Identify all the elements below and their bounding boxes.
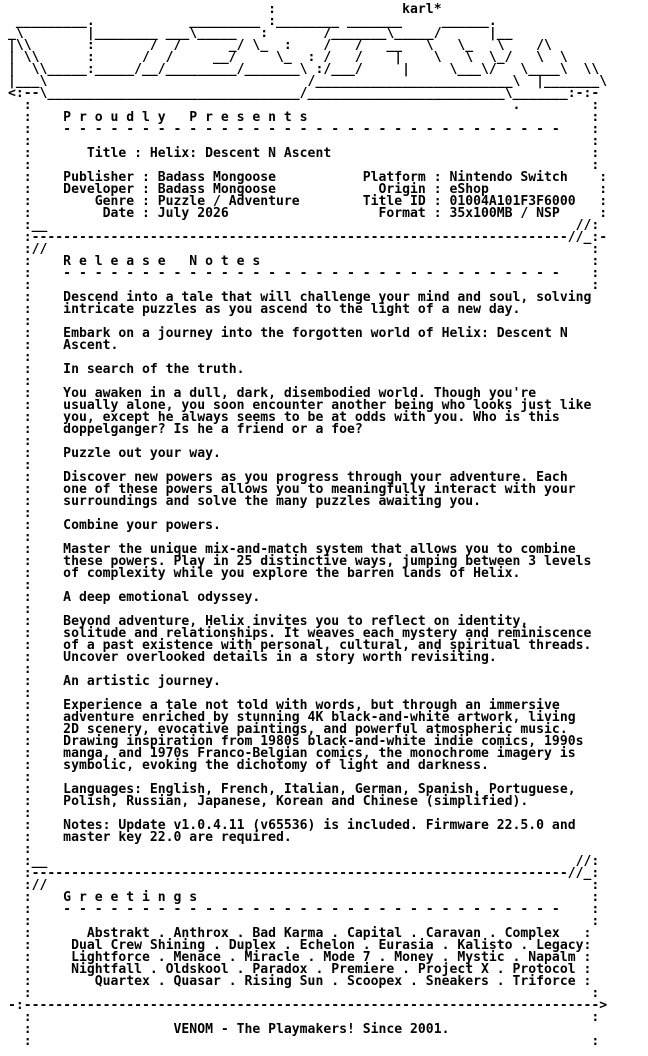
- nfo-line: : Publisher : Badass Mongoose Platform : Nintendo Switch :: [8, 170, 608, 185]
- nfo-line: :--------------------------------------------------------------------//_:-: [8, 230, 608, 245]
- nfo-line: : P r o u d l y P r e s e n t s :: [8, 110, 600, 125]
- nfo-line: :: [8, 350, 32, 365]
- nfo-line: : Abstrakt . Anthrox . Bad Karma . Capital . Caravan . Complex :: [8, 926, 592, 941]
- nfo-line: : symbolic, evoking the dichotomy of light and darkness.: [8, 758, 489, 773]
- nfo-line: : Nightfall . Oldskool . Paradox . Premiere . Project X . Protocol :: [8, 962, 592, 977]
- nfo-line: : - - - - - - - - - - - - - - - - - - - - - - - - - - - - - - - - :: [8, 122, 600, 137]
- nfo-line: : :: [8, 278, 600, 293]
- nfo-line: : doppelganger? Is he a friend or a foe?: [8, 422, 363, 437]
- nfo-line: : A deep emotional odyssey.: [8, 590, 261, 605]
- nfo-line: :: [8, 602, 32, 617]
- nfo-line: : In search of the truth.: [8, 362, 245, 377]
- nfo-line: : :: [8, 914, 600, 929]
- nfo-line: : usually alone, you soon encounter another being who looks just like: [8, 398, 592, 413]
- nfo-line: :: [8, 506, 32, 521]
- nfo-line: :: [8, 434, 32, 449]
- nfo-line: : you, except he always seems to be at odds with you. Who is this: [8, 410, 560, 425]
- nfo-line: : Beyond adventure, Helix invites you to reflect on identity,: [8, 614, 529, 629]
- nfo-line: : Ascent.: [8, 338, 119, 353]
- nfo-line: :__ //:: [8, 854, 600, 869]
- nfo-line: | \\_____:_____/__/_________/_______\ :/___/ | \___\/ \____\ \\: [8, 62, 600, 77]
- nfo-line: : :: [8, 134, 600, 149]
- nfo-line: : You awaken in a dull, dark, disembodied world. Though you're: [8, 386, 537, 401]
- nfo-line: :// :: [8, 878, 600, 893]
- nfo-line: : Embark on a journey into the forgotten world of Helix: Descent N: [8, 326, 568, 341]
- nfo-line: : these powers. Play in 25 distinctive ways, jumping between 3 levels: [8, 554, 592, 569]
- nfo-line: _________. _________ :________ _______ ______.: [8, 14, 497, 29]
- nfo-line: |___\ /_________________________\ |_______\: [8, 74, 608, 89]
- nfo-line: : Quartex . Quasar . Rising Sun . Scoopex . Sneakers . Triforce :: [8, 974, 592, 989]
- nfo-line: : :: [8, 986, 600, 1001]
- nfo-line: : 2D scenery, evocative paintings, and powerful atmospheric music.: [8, 722, 568, 737]
- nfo-line: : surroundings and solve the many puzzles awaiting you.: [8, 494, 481, 509]
- nfo-line: <:--\________________________________/_________________________\_______:-:-: [8, 86, 600, 101]
- nfo-line: :: [8, 578, 32, 593]
- nfo-line: :: [8, 662, 32, 677]
- nfo-line: : Date : July 2026 Format : 35x100MB / NSP :: [8, 206, 608, 221]
- nfo-line: :// :: [8, 242, 600, 257]
- nfo-line: : of complexity while you explore the barren lands of Helix.: [8, 566, 521, 581]
- nfo-line: : - - - - - - - - - - - - - - - - - - - - - - - - - - - - - - - - :: [8, 266, 600, 281]
- nfo-line: : Lightforce . Menace . Miracle . Mode 7 . Money . Mystic . Napalm :: [8, 950, 592, 965]
- nfo-line: : :: [8, 1010, 600, 1025]
- nfo-line: -:------------------------------------------------------------------------->: [8, 998, 608, 1013]
- nfo-line: : G r e e t i n g s :: [8, 890, 600, 905]
- nfo-line: :: [8, 530, 32, 545]
- nfo-line: : Uncover overlooked details in a story worth revisiting.: [8, 650, 497, 665]
- nfo-line: : . :: [8, 98, 600, 113]
- nfo-line: :: [8, 374, 32, 389]
- nfo-line: : Genre : Puzzle / Adventure Title ID : 01004A101F3F6000 :: [8, 194, 608, 209]
- nfo-line: _\ |________ ___\_____ : /_______\_____/ |__: [8, 26, 513, 41]
- nfo-line: : Title : Helix: Descent N Ascent :: [8, 146, 600, 161]
- nfo-line: : Puzzle out your way.: [8, 446, 221, 461]
- nfo-line: : - - - - - - - - - - - - - - - - - - - - - - - - - - - - - - - - :: [8, 902, 600, 917]
- nfo-line: : An artistic journey.: [8, 674, 221, 689]
- nfo-line: :__ //:: [8, 218, 600, 233]
- nfo-line: : :: [8, 1034, 600, 1049]
- nfo-line: : one of these powers allows you to meaningfully interact with your: [8, 482, 576, 497]
- nfo-line: :: [8, 842, 32, 857]
- nfo-line: | \\ : / / __/ \_ : / / | \ \ \_/ \ \: [8, 50, 568, 65]
- nfo-line: :: [8, 686, 32, 701]
- nfo-line: : Experience a tale not told with words, but through an immersive: [8, 698, 560, 713]
- nfo-line: : Polish, Russian, Japanese, Korean and Chinese (simplified).: [8, 794, 529, 809]
- nfo-line: : Drawing inspiration from 1980s black-and-white indie comics, 1990s: [8, 734, 584, 749]
- nfo-document: [8, 4, 607, 1048]
- nfo-line: : Combine your powers.: [8, 518, 221, 533]
- nfo-line: :: [8, 458, 32, 473]
- nfo-line: : of a past existence with personal, cultural, and spiritual threads.: [8, 638, 592, 653]
- nfo-line: : Developer : Badass Mongoose Origin : eShop :: [8, 182, 608, 197]
- nfo-line: : Notes: Update v1.0.4.11 (v65536) is included. Firmware 22.5.0 and: [8, 818, 576, 833]
- nfo-line: : solitude and relationships. It weaves each mystery and reminiscence: [8, 626, 592, 641]
- nfo-line: : Languages: English, French, Italian, German, Spanish, Portuguese,: [8, 782, 576, 797]
- nfo-line: :: [8, 314, 32, 329]
- nfo-line: : adventure enriched by stunning 4K black-and-white artwork, living: [8, 710, 576, 725]
- nfo-line: : :: [8, 158, 600, 173]
- nfo-line: :: [8, 770, 32, 785]
- nfo-line: |\\ : / / _/ \_ : / / __ \ \_ \ /\: [8, 38, 552, 53]
- nfo-line: : Descend into a tale that will challenge your mind and soul, solving: [8, 290, 592, 305]
- nfo-line: :--------------------------------------------------------------------//_:: [8, 866, 600, 881]
- nfo-line: : VENOM - The Playmakers! Since 2001.: [8, 1022, 450, 1037]
- nfo-line: : Master the unique mix-and-match system that allows you to combine: [8, 542, 576, 557]
- nfo-line: : Dual Crew Shining . Duplex . Echelon . Eurasia . Kalisto . Legacy:: [8, 938, 592, 953]
- nfo-line: : master key 22.0 are required.: [8, 830, 292, 845]
- nfo-line: : manga, and 1970s Franco-Belgian comics, the monochrome imagery is: [8, 746, 576, 761]
- nfo-line: : R e l e a s e N o t e s :: [8, 254, 600, 269]
- nfo-line: : intricate puzzles as you ascend to the light of a new day.: [8, 302, 521, 317]
- nfo-line: : Discover new powers as you progress through your adventure. Each: [8, 470, 568, 485]
- nfo-line: :: [8, 806, 32, 821]
- nfo-line: : karl*: [8, 2, 442, 17]
